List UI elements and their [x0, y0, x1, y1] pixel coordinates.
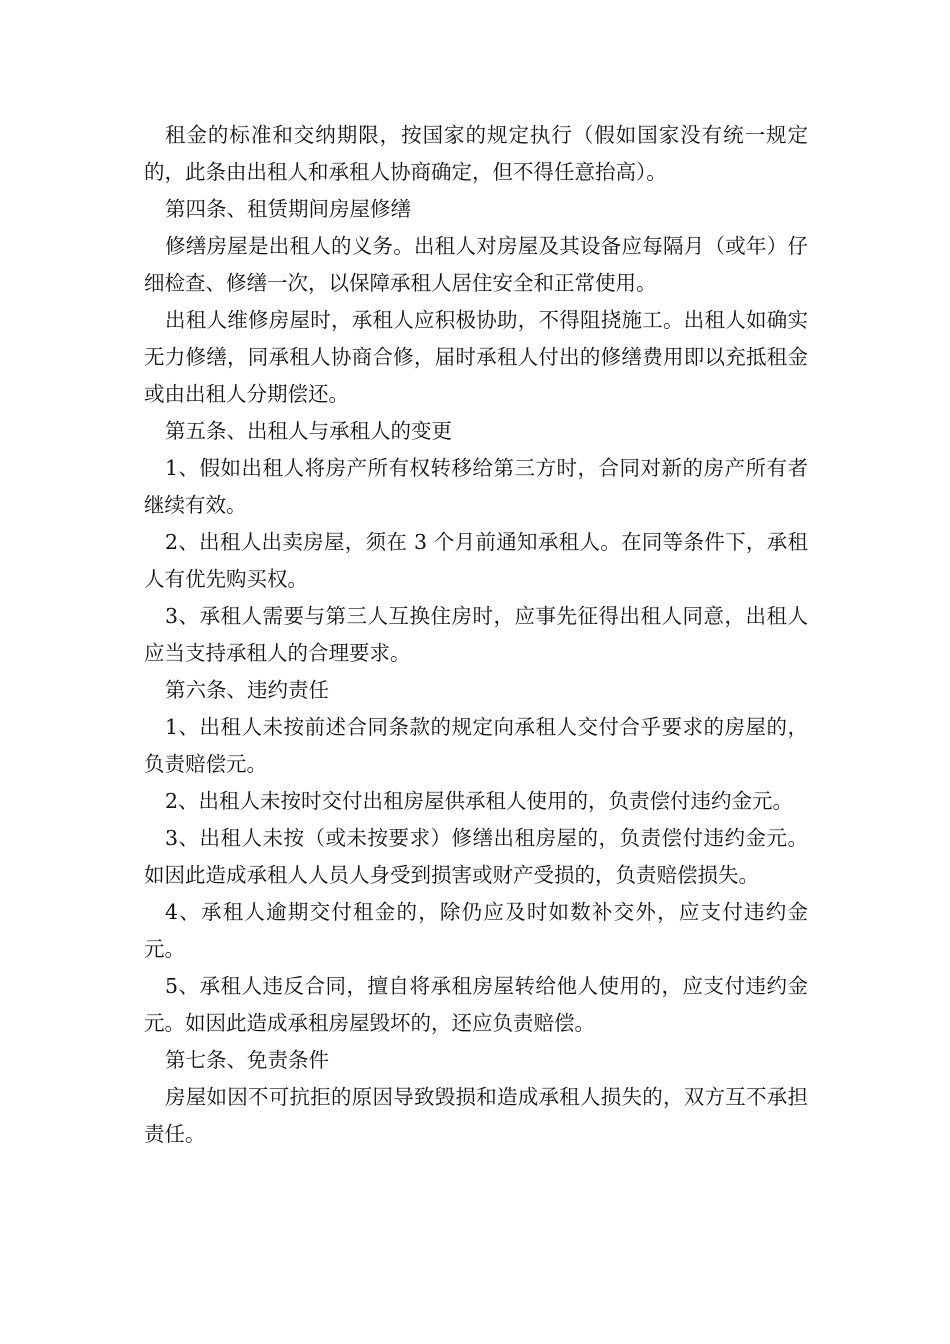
list-item-article-5-2: 2、出租人出卖房屋，须在 3 个月前通知承租人。在同等条件下，承租人有优先购买权。: [144, 530, 808, 591]
document-body: [144, 117, 808, 1153]
list-item-article-6-2: 2、出租人未按时交付出租房屋供承租人使用的，负责偿付违约金元。: [165, 789, 794, 813]
heading-article-4: 第四条、租赁期间房屋修缮: [165, 197, 411, 221]
list-item-article-5-3: 3、承租人需要与第三人互换住房时，应事先征得出租人同意，出租人应当支持承租人的合理要求。: [144, 604, 808, 665]
paragraph-force-majeure: 房屋如因不可抗拒的原因导致毁损和造成承租人损失的，双方互不承担责任。: [144, 1085, 808, 1146]
list-item-article-6-5: 5、承租人违反合同，擅自将承租房屋转给他人使用的，应支付违约金元。如因此造成承租房屋毁坏的，还应负责赔偿。: [144, 974, 808, 1035]
list-item-article-5-1: 1、假如出租人将房产所有权转移给第三方时，合同对新的房产所有者继续有效。: [144, 456, 808, 517]
list-item-article-6-3: 3、出租人未按（或未按要求）修缮出租房屋的，负责偿付违约金元。如因此造成承租人人员人身受到损害或财产受损的，负责赔偿损失。: [144, 826, 808, 887]
heading-article-6: 第六条、违约责任: [165, 678, 329, 702]
paragraph-repair-cooperation: 出租人维修房屋时，承租人应积极协助，不得阻挠施工。出租人如确实无力修缮，同承租人协商合修，届时承租人付出的修缮费用即以充抵租金或由出租人分期偿还。: [144, 308, 808, 406]
paragraph-repair-duty: 修缮房屋是出租人的义务。出租人对房屋及其设备应每隔月（或年）仔细检查、修缮一次，以保障承租人居住安全和正常使用。: [144, 234, 808, 295]
list-item-article-6-4: 4、承租人逾期交付租金的，除仍应及时如数补交外，应支付违约金元。: [144, 900, 808, 961]
heading-article-5: 第五条、出租人与承租人的变更: [165, 419, 452, 443]
heading-article-7: 第七条、免责条件: [165, 1048, 329, 1072]
paragraph-rent-terms: 租金的标准和交纳期限，按国家的规定执行（假如国家没有统一规定的，此条由出租人和承租人协商确定，但不得任意抬高）。: [144, 123, 808, 184]
list-item-article-6-1: 1、出租人未按前述合同条款的规定向承租人交付合乎要求的房屋的，负责赔偿元。: [144, 715, 808, 776]
